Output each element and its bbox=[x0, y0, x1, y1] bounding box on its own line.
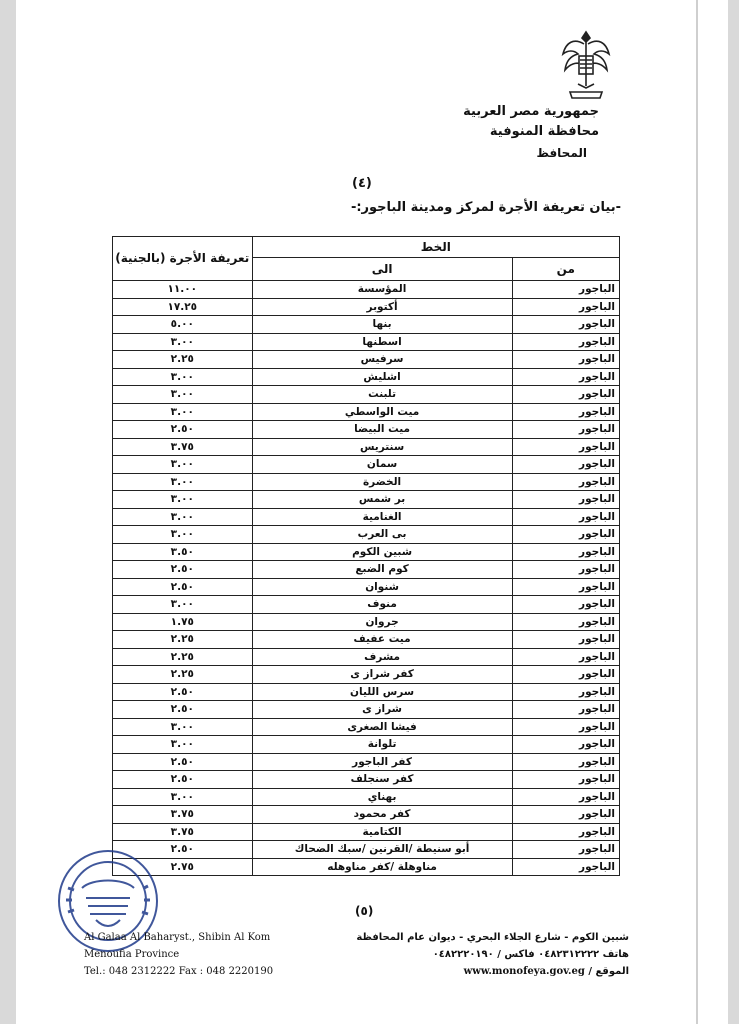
fare-row bbox=[113, 806, 620, 824]
fare-row bbox=[113, 701, 620, 719]
to-cell: منوف bbox=[252, 596, 512, 614]
fare-row bbox=[113, 543, 620, 561]
from-column-header: من bbox=[512, 258, 619, 281]
fare-cell: ٢.٥٠ bbox=[113, 683, 253, 701]
fare-row bbox=[113, 316, 620, 334]
from-cell: الباجور bbox=[512, 543, 619, 561]
fare-cell: ٣.٠٠ bbox=[113, 368, 253, 386]
header-governorate: محافظة المنوفية bbox=[489, 124, 599, 139]
to-cell: الكتامية bbox=[252, 823, 512, 841]
from-cell: الباجور bbox=[512, 596, 619, 614]
from-cell: الباجور bbox=[512, 841, 619, 859]
fare-cell: ٣.٠٠ bbox=[113, 456, 253, 474]
to-cell: أكتوبر bbox=[252, 298, 512, 316]
from-cell: الباجور bbox=[512, 298, 619, 316]
page-edge bbox=[696, 0, 698, 1024]
to-cell: سرفيس bbox=[252, 351, 512, 369]
to-cell: تلوانة bbox=[252, 736, 512, 754]
fare-cell: ٣.٠٠ bbox=[113, 718, 253, 736]
fare-cell: ٣.٠٠ bbox=[113, 596, 253, 614]
fare-cell: ٢.٥٠ bbox=[113, 578, 253, 596]
to-cell: بهناي bbox=[252, 788, 512, 806]
footer-address-ar: شبين الكوم - شارع الجلاء البحري - ديوان عام المحافظة bbox=[356, 932, 629, 943]
to-cell: كفر سنجلف bbox=[252, 771, 512, 789]
to-cell: الغنامية bbox=[252, 508, 512, 526]
from-cell: الباجور bbox=[512, 403, 619, 421]
fare-row bbox=[113, 403, 620, 421]
to-cell: مناوهلة /كفر مناوهله bbox=[252, 858, 512, 876]
from-cell: الباجور bbox=[512, 491, 619, 509]
from-cell: الباجور bbox=[512, 316, 619, 334]
header-country: جمهورية مصر العربية bbox=[463, 104, 599, 119]
fare-row bbox=[113, 753, 620, 771]
to-cell: بنها bbox=[252, 316, 512, 334]
from-cell: الباجور bbox=[512, 858, 619, 876]
header-office: المحافظ bbox=[536, 146, 587, 160]
fare-cell: ١١.٠٠ bbox=[113, 281, 253, 299]
fare-cell: ٢.٥٠ bbox=[113, 841, 253, 859]
fare-cell: ٢.٥٠ bbox=[113, 771, 253, 789]
fare-cell: ٣.٥٠ bbox=[113, 543, 253, 561]
to-cell: بى العرب bbox=[252, 526, 512, 544]
from-cell: الباجور bbox=[512, 281, 619, 299]
to-column-header: الى bbox=[252, 258, 512, 281]
fare-cell: ٣.٠٠ bbox=[113, 508, 253, 526]
fare-row bbox=[113, 683, 620, 701]
fare-cell: ٥.٠٠ bbox=[113, 316, 253, 334]
to-cell: مشرف bbox=[252, 648, 512, 666]
fare-row bbox=[113, 386, 620, 404]
to-cell: اشليش bbox=[252, 368, 512, 386]
from-cell: الباجور bbox=[512, 806, 619, 824]
from-cell: الباجور bbox=[512, 456, 619, 474]
from-cell: الباجور bbox=[512, 438, 619, 456]
from-cell: الباجور bbox=[512, 508, 619, 526]
footer-website-label: الموقع / bbox=[588, 966, 629, 977]
fare-cell: ٢.٧٥ bbox=[113, 858, 253, 876]
fare-cell: ٣.٧٥ bbox=[113, 438, 253, 456]
fare-cell: ٣.٠٠ bbox=[113, 526, 253, 544]
fare-row bbox=[113, 438, 620, 456]
from-cell: الباجور bbox=[512, 648, 619, 666]
fare-cell: ٣.٠٠ bbox=[113, 403, 253, 421]
footer-website-line bbox=[464, 966, 629, 977]
fare-row bbox=[113, 578, 620, 596]
fare-row bbox=[113, 771, 620, 789]
to-cell: كوم الضبع bbox=[252, 561, 512, 579]
fare-row bbox=[113, 281, 620, 299]
footer-website-link[interactable]: www.monofeya.gov.eg bbox=[463, 966, 585, 977]
to-cell: بر شمس bbox=[252, 491, 512, 509]
to-cell: سمان bbox=[252, 456, 512, 474]
fare-row bbox=[113, 421, 620, 439]
from-cell: الباجور bbox=[512, 666, 619, 684]
fare-row bbox=[113, 858, 620, 876]
fare-row bbox=[113, 788, 620, 806]
fare-cell: ٣.٧٥ bbox=[113, 823, 253, 841]
fare-row bbox=[113, 561, 620, 579]
to-cell: سرس الليان bbox=[252, 683, 512, 701]
fare-cell: ٢.٢٥ bbox=[113, 631, 253, 649]
fare-row bbox=[113, 508, 620, 526]
fare-cell: ٣.٠٠ bbox=[113, 736, 253, 754]
from-cell: الباجور bbox=[512, 631, 619, 649]
from-cell: الباجور bbox=[512, 473, 619, 491]
fare-row bbox=[113, 631, 620, 649]
fare-cell: ٢.٥٠ bbox=[113, 561, 253, 579]
to-cell: الخضرة bbox=[252, 473, 512, 491]
fare-row bbox=[113, 596, 620, 614]
fare-cell: ٣.٠٠ bbox=[113, 333, 253, 351]
to-cell: جروان bbox=[252, 613, 512, 631]
fare-cell: ٢.٢٥ bbox=[113, 351, 253, 369]
fare-cell: ١.٧٥ bbox=[113, 613, 253, 631]
fare-table-body bbox=[113, 281, 620, 876]
fare-row bbox=[113, 298, 620, 316]
from-cell: الباجور bbox=[512, 823, 619, 841]
from-cell: الباجور bbox=[512, 578, 619, 596]
to-cell: فيشا الصغرى bbox=[252, 718, 512, 736]
to-cell: اسطنها bbox=[252, 333, 512, 351]
page-number-top: (٤) bbox=[352, 176, 372, 191]
from-cell: الباجور bbox=[512, 613, 619, 631]
from-cell: الباجور bbox=[512, 701, 619, 719]
fare-row bbox=[113, 718, 620, 736]
to-cell: كفر الباجور bbox=[252, 753, 512, 771]
fare-cell: ٣.٧٥ bbox=[113, 806, 253, 824]
to-cell: ميت الواسطي bbox=[252, 403, 512, 421]
from-cell: الباجور bbox=[512, 753, 619, 771]
fare-row bbox=[113, 526, 620, 544]
fare-column-header: تعريفة الأجرة (بالجنية) bbox=[113, 237, 253, 281]
route-group-header: الخط bbox=[252, 237, 619, 258]
to-cell: ميت البيضا bbox=[252, 421, 512, 439]
fare-table bbox=[112, 236, 620, 876]
fare-row bbox=[113, 368, 620, 386]
fare-cell: ٢.٢٥ bbox=[113, 666, 253, 684]
to-cell: شراز ى bbox=[252, 701, 512, 719]
eagle-emblem-icon bbox=[560, 28, 612, 102]
from-cell: الباجور bbox=[512, 736, 619, 754]
fare-cell: ٣.٠٠ bbox=[113, 788, 253, 806]
fare-row bbox=[113, 491, 620, 509]
fare-cell: ٣.٠٠ bbox=[113, 386, 253, 404]
fare-cell: ٣.٠٠ bbox=[113, 473, 253, 491]
from-cell: الباجور bbox=[512, 718, 619, 736]
fare-cell: ٢.٥٠ bbox=[113, 421, 253, 439]
fare-row bbox=[113, 333, 620, 351]
fare-cell: ٢.٢٥ bbox=[113, 648, 253, 666]
from-cell: الباجور bbox=[512, 421, 619, 439]
fare-row bbox=[113, 613, 620, 631]
fare-row bbox=[113, 351, 620, 369]
fare-row bbox=[113, 841, 620, 859]
to-cell: المؤسسة bbox=[252, 281, 512, 299]
footer-province-en: Menoufia Province bbox=[84, 949, 180, 960]
fare-row bbox=[113, 456, 620, 474]
footer-phone-ar: هاتف ٠٤٨٢٣١٢٢٢٢ فاكس / ٠٤٨٢٢٢٠١٩٠ bbox=[432, 949, 629, 960]
fare-row bbox=[113, 823, 620, 841]
fare-row bbox=[113, 473, 620, 491]
footer-phone-en: Tel.: 048 2312222 Fax : 048 2220190 bbox=[84, 966, 274, 977]
from-cell: الباجور bbox=[512, 561, 619, 579]
to-cell: كفر محمود bbox=[252, 806, 512, 824]
to-cell: سنتريس bbox=[252, 438, 512, 456]
fare-row bbox=[113, 648, 620, 666]
from-cell: الباجور bbox=[512, 333, 619, 351]
document-subtitle: -بيان تعريفة الأجرة لمركز ومدينة الباجور:- bbox=[350, 200, 621, 215]
from-cell: الباجور bbox=[512, 351, 619, 369]
footer-address-en: Al Galaa Al Baharyst., Shibin Al Kom bbox=[84, 932, 271, 943]
fare-cell: ١٧.٢٥ bbox=[113, 298, 253, 316]
page-number-bottom: (٥) bbox=[355, 904, 374, 918]
from-cell: الباجور bbox=[512, 526, 619, 544]
fare-cell: ٢.٥٠ bbox=[113, 701, 253, 719]
from-cell: الباجور bbox=[512, 368, 619, 386]
from-cell: الباجور bbox=[512, 771, 619, 789]
fare-row bbox=[113, 736, 620, 754]
to-cell: شنوان bbox=[252, 578, 512, 596]
fare-cell: ٢.٥٠ bbox=[113, 753, 253, 771]
from-cell: الباجور bbox=[512, 683, 619, 701]
to-cell: تلبنت bbox=[252, 386, 512, 404]
to-cell: أبو سنيطة /القرنين /سبك الضحاك bbox=[252, 841, 512, 859]
from-cell: الباجور bbox=[512, 386, 619, 404]
to-cell: شبين الكوم bbox=[252, 543, 512, 561]
from-cell: الباجور bbox=[512, 788, 619, 806]
to-cell: ميت عفيف bbox=[252, 631, 512, 649]
to-cell: كفر شراز ى bbox=[252, 666, 512, 684]
fare-cell: ٣.٠٠ bbox=[113, 491, 253, 509]
fare-row bbox=[113, 666, 620, 684]
